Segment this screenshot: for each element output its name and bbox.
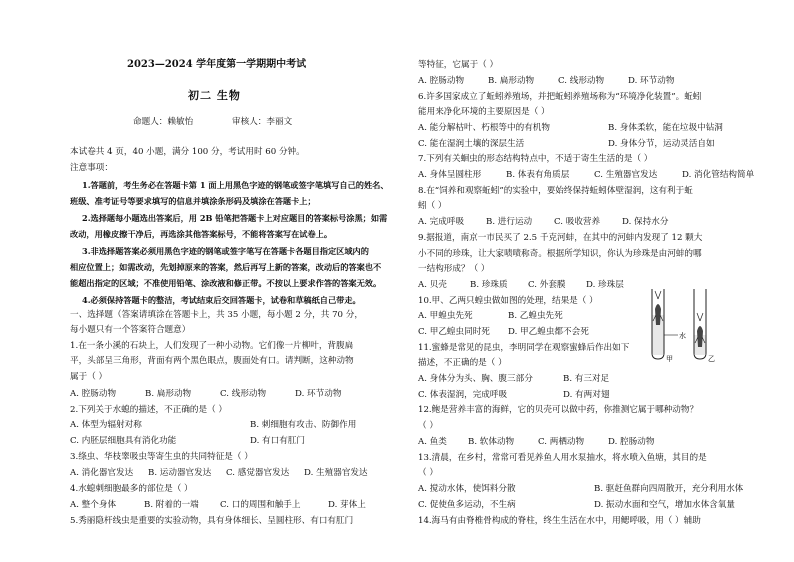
- option-a: A. 腔肠动物: [70, 389, 117, 399]
- question-12: （ ）: [418, 421, 438, 431]
- option-d: D. 有两对翅: [563, 390, 610, 400]
- question-4: 4.水螅刺细胞最多的部位是（ ）: [70, 484, 193, 494]
- option-a: A. 贝壳: [418, 280, 447, 290]
- exam-subject: 初二 生物: [188, 89, 241, 102]
- question-6: 6.许多国家成立了蚯蚓养殖场，并把蚯蚓养殖场称为“环境净化装置”。蚯蚓: [418, 92, 702, 102]
- question-2: 2.下列关于水螅的描述，不正确的是（ ）: [70, 405, 228, 415]
- notice-4: 4.必须保持答题卡的整洁，考试结束后交回答题卡，试卷和草稿纸自己带走。: [82, 295, 361, 305]
- option-b: B. 扁形动物: [145, 389, 192, 399]
- option-c: C. 吸收营养: [554, 217, 601, 227]
- setter-text: 命题人：赖敏怡: [133, 117, 194, 127]
- option-c: C. 线形动物: [558, 76, 605, 86]
- notice-3: 相应位置上；如需改动，先划掉原来的答案，然后再写上新的答案，改动后的答案也不: [70, 262, 382, 272]
- option-b: B. 乙蝗虫先死: [508, 311, 563, 321]
- option-b: B. 身体柔软，能在垃圾中钻洞: [608, 123, 723, 133]
- option-c: C. 体表湿润，完成呼吸: [418, 390, 508, 400]
- question-9: 9.据报道，南京一市民买了 2.5 千克河蚌，在其中的河蚌内发现了 12 颗大: [418, 233, 703, 243]
- question-14: 14.海马有由脊椎骨构成的脊柱，终生生活在水中，用鳃呼吸，用（ ）辅助: [418, 516, 701, 526]
- right-column: [400, 0, 794, 562]
- option-b: B. 驱赶鱼群向四周散开，充分利用水体: [594, 484, 744, 494]
- question-13: 13.清晨，在乡村，常常可看见养鱼人用水泵抽水，将水喷入鱼塘，其目的是: [418, 453, 707, 463]
- notice-2: 2.选择题每小题选出答案后，用 2B 铅笔把答题卡上对应题目的答案标号涂黑；如需: [82, 213, 388, 223]
- question-12: 12.鲍是营养丰富的海鲜，它的贝壳可以做中药，你推测它属于哪种动物？: [418, 405, 699, 415]
- locust-experiment-figure: [644, 285, 722, 365]
- option-c: C. 能在湿润土壤的深层生活: [418, 139, 525, 149]
- option-a: A. 能分解枯叶、朽根等中的有机物: [418, 123, 550, 133]
- option-a: A. 完成呼吸: [418, 217, 465, 227]
- question-1: 平，头部呈三角形，背面有两个黑色眼点，腹面处有口。请判断，这种动物: [70, 356, 354, 366]
- notice-3: 能超出指定的区域；不准使用铅笔、涂改液和修正带。不按以上要求作答的答案无效。: [70, 278, 382, 288]
- option-b: B. 进行运动: [486, 217, 533, 227]
- option-b: B. 运动器官发达: [148, 468, 212, 478]
- section-heading: 一、选择题（答案请填涂在答题卡上，共 35 小题，每小题 2 分，共 70 分，: [70, 310, 363, 320]
- option-d: D. 保持水分: [622, 217, 669, 227]
- option-d: D. 腔肠动物: [608, 437, 655, 447]
- notice-2: 改动，用橡皮擦干净后，再选涂其他答案标号，不能将答案写在试卷上。: [70, 229, 333, 239]
- option-c: C. 促使鱼多运动，不生病: [418, 500, 516, 510]
- option-c: C. 线形动物: [220, 389, 267, 399]
- option-a: A. 整个身体: [70, 500, 117, 510]
- option-d: D. 消化管结构简单: [682, 170, 755, 180]
- reviewer-text: 审核人：李丽文: [232, 117, 293, 127]
- question-1: 属于（ ）: [70, 372, 108, 382]
- option-c: C. 口的周围和触手上: [220, 500, 301, 510]
- option-d: D. 甲乙蝗虫都不会死: [508, 327, 589, 337]
- question-8: 蚓（ ）: [418, 201, 447, 211]
- option-d: D. 珍珠层: [586, 280, 624, 290]
- question-8: 8.在“饲养和观察蚯蚓”的实验中，要始终保持蚯蚓体壁湿润，这有利于蚯: [418, 186, 693, 196]
- question-6: 能用来净化环境的主要原因是（ ）: [418, 107, 550, 117]
- option-b: B. 有三对足: [563, 374, 610, 384]
- question-9: 小不同的珍珠，让大家啧啧称奇。根据所学知识，你认为珍珠是由河蚌的哪: [418, 249, 702, 259]
- figure-label-yi: 乙: [708, 355, 715, 363]
- option-b: B. 软体动物: [468, 437, 515, 447]
- notice-1: 1.答题前，考生务必在答题卡第 1 面上用黑色字迹的钢笔或签字笔填写自己的姓名、: [82, 180, 389, 190]
- section-heading: 每小题只有一个答案符合题意）: [70, 325, 191, 335]
- option-d: D. 环节动物: [295, 389, 342, 399]
- option-a: A. 搅动水体，使饵料分散: [418, 484, 516, 494]
- option-c: C. 感觉器官发达: [226, 468, 290, 478]
- notice-1: 班级、准考证号等要求填写的信息并填涂条形码及填涂在答题卡上；: [70, 196, 316, 206]
- intro-line: 本试卷共 4 页，40 小题，满分 100 分，考试用时 60 分钟。: [70, 147, 305, 157]
- option-d: D. 身体分节，运动灵活自如: [608, 139, 715, 149]
- option-d: D. 振动水面和空气，增加水体含氧量: [594, 500, 735, 510]
- question-10: 10.甲、乙两只蝗虫做如图的处理，结果是（ ）: [418, 296, 598, 306]
- option-d: D. 有口有肛门: [250, 436, 306, 446]
- question-5-cont: 等特征，它属于（ ）: [418, 60, 499, 70]
- figure-label-jia: 甲: [666, 355, 673, 363]
- figure-water-label: 水: [679, 332, 686, 340]
- option-c: C. 内胚层细胞具有消化功能: [70, 436, 177, 446]
- option-b: B. 附着的一端: [144, 500, 199, 510]
- tube-yi-icon: [694, 289, 706, 359]
- question-5: 5.秀丽隐杆线虫是重要的实验动物，具有身体细长、呈圆柱形、有口有肛门: [70, 516, 354, 526]
- option-c: C. 外套膜: [528, 280, 566, 290]
- option-a: A. 腔肠动物: [418, 76, 465, 86]
- option-d: D. 芽体上: [328, 500, 366, 510]
- question-3: 3.绦虫、华枝睾吸虫等寄生虫的共同特征是（ ）: [70, 452, 253, 462]
- question-7: 7.下列有关蛔虫的形态结构特点中，不适于寄生生活的是（ ）: [418, 154, 653, 164]
- exam-title: 2023—2024 学年度第一学期期中考试: [127, 59, 307, 70]
- option-a: A. 甲蝗虫先死: [418, 311, 473, 321]
- option-a: A. 体型为辐射对称: [70, 420, 142, 430]
- question-11: 描述，不正确的是（ ）: [418, 358, 507, 368]
- option-a: A. 鱼类: [418, 437, 447, 447]
- question-9: 一结构形成？（ ）: [418, 264, 490, 274]
- option-b: B. 刺细胞有攻击、防御作用: [250, 420, 357, 430]
- option-d: D. 环节动物: [628, 76, 675, 86]
- notice-heading: 注意事项：: [70, 163, 113, 173]
- option-b: B. 珍珠质: [470, 280, 508, 290]
- option-b: B. 体表有角质层: [506, 170, 570, 180]
- question-1: 1.在一条小溪的石块上，人们发现了一种小动物。它们像一片柳叶，背腹扁: [70, 341, 354, 351]
- option-d: D. 生殖器官发达: [304, 468, 368, 478]
- question-11: 11.蜜蜂是常见的昆虫，李明同学在观察蜜蜂后作出如下: [418, 343, 630, 353]
- tube-jia-icon: [652, 289, 664, 359]
- option-a: A. 消化器官发达: [70, 468, 134, 478]
- notice-3: 3.非选择题答案必须用黑色字迹的钢笔或签字笔写在答题卡各题目指定区域内的: [82, 246, 369, 256]
- option-b: B. 扁形动物: [488, 76, 535, 86]
- question-13: （ ）: [418, 468, 438, 478]
- option-c: C. 甲乙蝗虫同时死: [418, 327, 490, 337]
- option-a: A. 身体呈圆柱形: [418, 170, 482, 180]
- option-c: C. 生殖器官发达: [594, 170, 658, 180]
- option-a: A. 身体分为头、胸、腹三部分: [418, 374, 533, 384]
- option-c: C. 两栖动物: [538, 437, 585, 447]
